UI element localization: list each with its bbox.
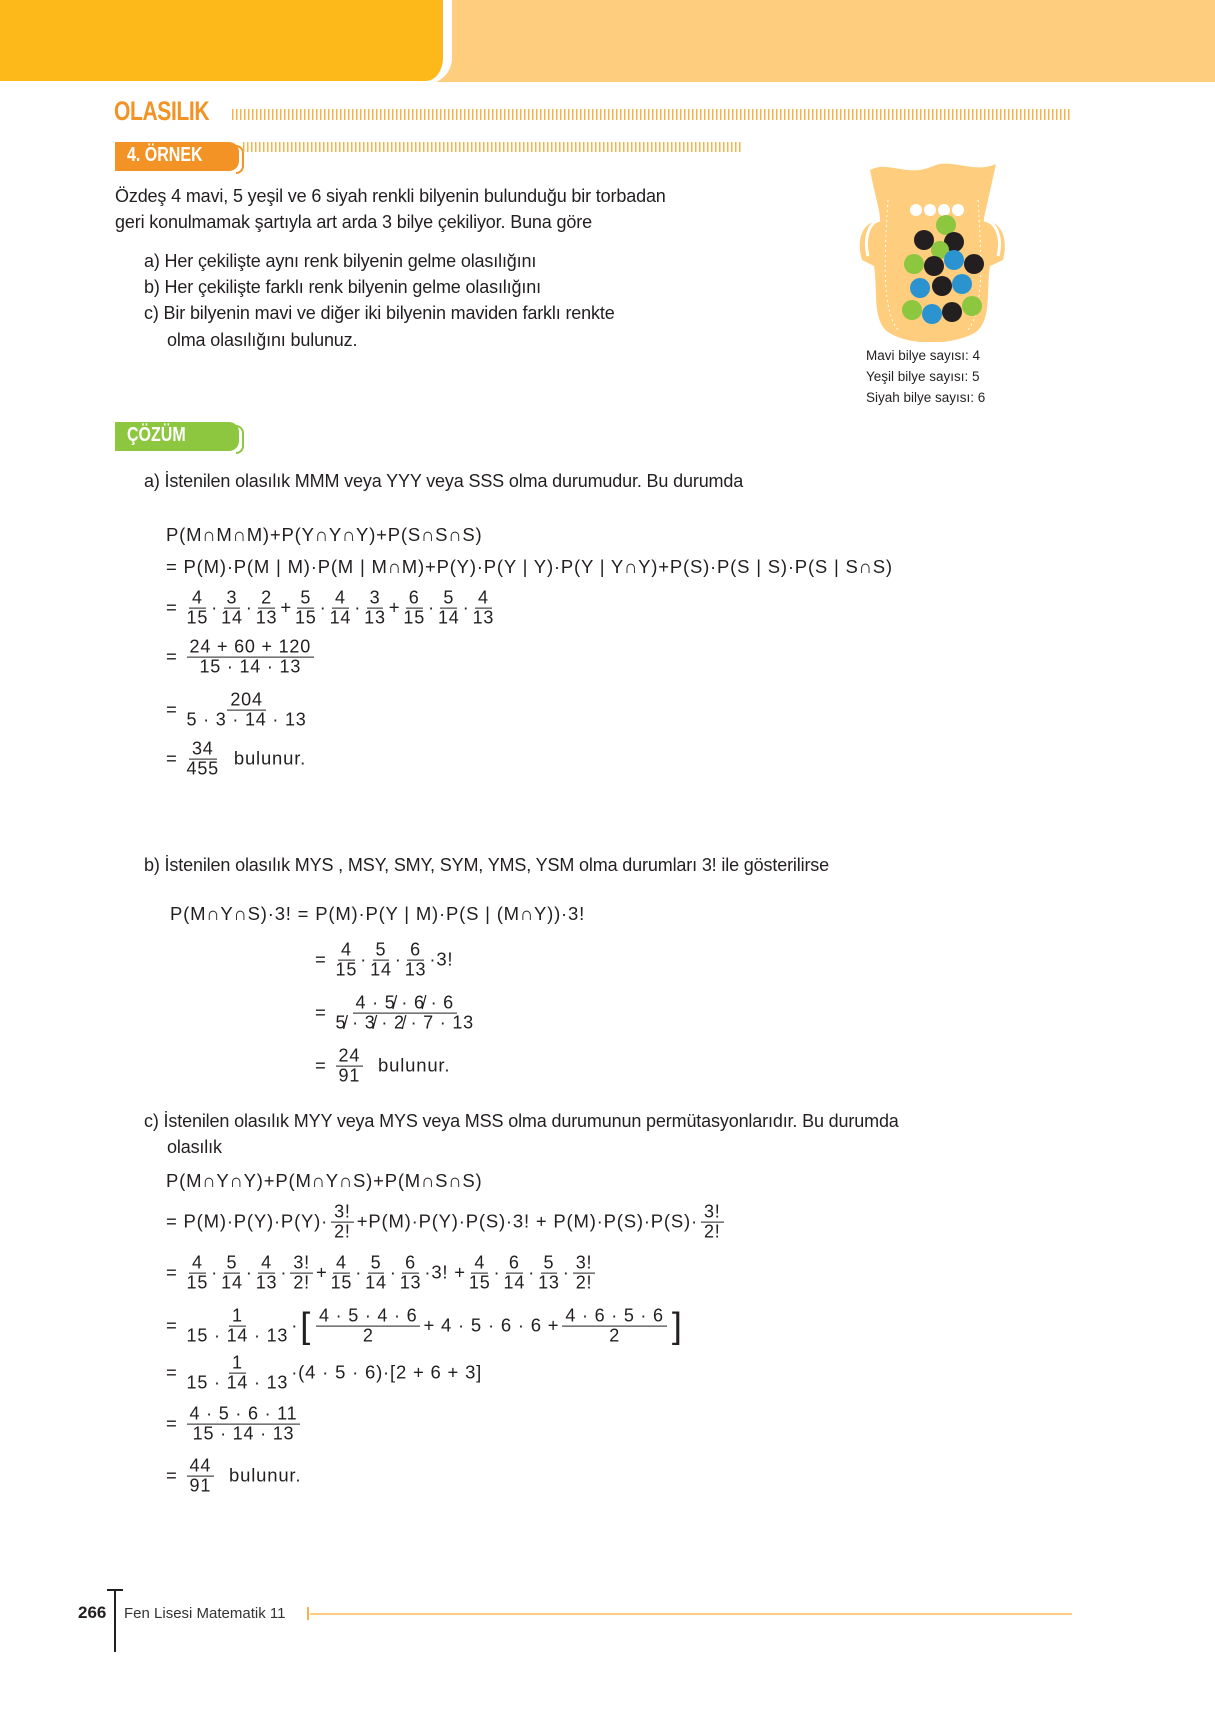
numerator: 1 <box>229 1307 246 1327</box>
fraction <box>469 1254 491 1293</box>
fraction <box>187 740 219 779</box>
fraction <box>187 1405 301 1444</box>
numerator: 4 <box>333 1254 350 1274</box>
math-text: = <box>166 748 184 769</box>
fraction <box>295 589 317 628</box>
math-line <box>166 1457 301 1496</box>
numerator: 4 <box>471 1254 488 1274</box>
numerator: 6 <box>407 941 424 961</box>
fraction <box>562 1307 666 1346</box>
denominator: 14 <box>437 607 460 628</box>
math-text: = <box>166 646 184 667</box>
math-text: · <box>394 949 402 970</box>
numerator: 3! <box>701 1203 724 1223</box>
fraction <box>256 589 278 628</box>
fraction <box>573 1254 596 1293</box>
math-text: bulunur. <box>221 748 307 769</box>
math-text: ·3! <box>429 949 454 970</box>
problem-item-a: a) Her çekilişte aynı renk bilyenin gelme olasılığını <box>144 251 537 271</box>
math-text: · <box>428 597 435 618</box>
denominator: 15 <box>186 607 209 628</box>
denominator: 14 <box>221 607 243 628</box>
fraction <box>504 1254 526 1293</box>
fraction <box>187 638 315 677</box>
denominator: 15 · 14 · 13 <box>186 1325 289 1346</box>
fraction <box>221 1254 243 1293</box>
math-text: · <box>354 597 362 618</box>
denominator: 14 <box>365 1272 387 1293</box>
numerator: 4 · 5 · 4 · 6 <box>316 1307 420 1327</box>
denominator: 15 · 14 · 13 <box>192 1423 295 1444</box>
solution-b-intro: b) İstenilen olasılık MYS , MSY, SMY, SYM, YMS, YSM olma durumları 3! ile gösterilirse <box>144 855 830 875</box>
math-text: = <box>315 1055 333 1076</box>
fraction <box>701 1203 724 1242</box>
denominator: 15 <box>186 1272 209 1293</box>
math-line <box>166 1354 482 1393</box>
denominator: 2! <box>334 1221 351 1242</box>
math-text: +P(M)·P(Y)·P(S)·3! + P(M)·P(S)·P(S)· <box>356 1211 698 1232</box>
footer-line <box>310 1613 1072 1615</box>
numerator: 2 <box>258 589 275 609</box>
math-text: P(M∩Y∩S)·3! = P(M)·P(Y | M)·P(S | (M∩Y))·3! <box>170 903 586 924</box>
fraction <box>403 589 425 628</box>
math-text: = <box>315 1002 333 1023</box>
solution-c-intro: c) İstenilen olasılık MYY veya MYS veya MSS olma durumunun permütasyonlarıdır. Bu durumda <box>144 1111 899 1131</box>
math-text: = <box>166 1362 184 1383</box>
numerator: 1 <box>229 1354 246 1374</box>
fraction <box>187 589 209 628</box>
math-line <box>166 556 893 578</box>
marble-jar-illustration <box>858 160 1008 342</box>
math-line <box>166 524 482 546</box>
denominator: 13 <box>399 1272 422 1293</box>
section-title: OLASILIK <box>114 96 210 126</box>
denominator: 13 <box>472 607 495 628</box>
numerator: 34 <box>189 740 217 760</box>
denominator: 15 <box>468 1272 491 1293</box>
denominator: 455 <box>186 758 219 779</box>
numerator: 204 <box>227 691 265 711</box>
fraction <box>187 1457 215 1496</box>
denominator: 13 <box>364 607 386 628</box>
denominator: 91 <box>189 1475 212 1496</box>
numerator: 5 <box>373 941 390 961</box>
math-text: · <box>360 949 368 970</box>
math-text: ·(4 · 5 · 6)·[2 + 6 + 3] <box>291 1362 483 1383</box>
denominator: 13 <box>404 959 427 980</box>
math-text: = <box>166 1465 184 1486</box>
fraction <box>187 691 307 730</box>
math-text: · <box>355 1262 363 1283</box>
fraction <box>330 589 352 628</box>
denominator: 2! <box>703 1221 721 1242</box>
fraction <box>187 1354 289 1393</box>
fraction <box>438 589 460 628</box>
math-line <box>166 1405 303 1444</box>
fraction <box>473 589 495 628</box>
fraction <box>290 1254 313 1293</box>
fraction <box>187 1254 209 1293</box>
numerator: 4 <box>189 589 206 609</box>
denominator: 15 <box>403 607 426 628</box>
numerator: 4 <box>338 941 355 961</box>
math-text: · <box>211 1262 219 1283</box>
math-text: = P(M)·P(M | M)·P(M | M∩M)+P(Y)·P(Y | Y)·P(Y | Y∩Y)+P(S)·P(S | S)·P(S | S∩S) <box>166 556 893 577</box>
math-text: · <box>493 1262 501 1283</box>
math-line <box>166 589 497 628</box>
denominator: 15 <box>294 607 317 628</box>
denominator: 2 <box>609 1325 621 1346</box>
math-text: bulunur. <box>366 1055 451 1076</box>
numerator: 5 <box>297 589 314 609</box>
math-text: ·3! + <box>424 1262 466 1283</box>
fraction <box>331 1254 353 1293</box>
numerator: 3! <box>573 1254 596 1274</box>
numerator: 4 · 6 · 5 · 6 <box>562 1307 666 1327</box>
solution-a-intro: a) İstenilen olasılık MMM veya YYY veya SSS olma durumudur. Bu durumda <box>144 471 744 491</box>
math-text: = <box>166 1413 184 1434</box>
fraction <box>405 941 427 980</box>
denominator: 14 <box>329 607 352 628</box>
denominator: 5 · 3 · 14 · 13 <box>186 709 307 730</box>
fraction <box>365 1254 387 1293</box>
fraction <box>221 589 243 628</box>
problem-line: Özdeş 4 mavi, 5 yeşil ve 6 siyah renkli bilyenin bulunduğu bir torbadan <box>115 186 666 206</box>
numerator: 6 <box>406 589 423 609</box>
math-text: + <box>280 597 292 618</box>
numerator: 44 <box>187 1457 215 1477</box>
fraction <box>538 1254 560 1293</box>
numerator: 5 <box>368 1254 385 1274</box>
denominator: 2! <box>293 1272 310 1293</box>
math-text: · <box>245 1262 253 1283</box>
page-number: 266 <box>78 1603 107 1622</box>
math-text: + <box>315 1262 328 1283</box>
denominator: 14 <box>503 1272 526 1293</box>
numerator: 24 + 60 + 120 <box>187 638 315 658</box>
math-line <box>166 1254 598 1293</box>
problem-item-c: c) Bir bilyenin mavi ve diğer iki bilyenin maviden farklı renkte <box>144 303 615 323</box>
math-text: = <box>166 1262 184 1283</box>
header-band-dark <box>0 0 452 84</box>
caption-black-count: Siyah bilye sayısı: 6 <box>866 390 986 405</box>
fraction <box>316 1307 420 1346</box>
problem-item-c-cont: olma olasılığını bulunuz. <box>167 330 358 350</box>
denominator: 14 <box>370 959 392 980</box>
math-line <box>166 638 317 677</box>
math-line <box>315 1047 450 1086</box>
math-text: = P(M)·P(Y)·P(Y)· <box>166 1211 329 1232</box>
math-text: + <box>388 597 401 618</box>
denominator: 13 <box>538 1272 560 1293</box>
denominator: 2 <box>362 1325 374 1346</box>
fraction <box>336 1047 364 1086</box>
denominator: 5̸ · 3̸ · 2̸ · 7 · 13 <box>335 1012 474 1033</box>
fraction <box>336 941 358 980</box>
denominator: 14 <box>221 1272 243 1293</box>
math-line <box>166 1307 685 1346</box>
math-text: · <box>319 597 327 618</box>
math-line <box>166 691 310 730</box>
math-text: = <box>166 1315 184 1336</box>
example-divider <box>243 142 743 152</box>
math-text: = <box>166 699 184 720</box>
caption-blue-count: Mavi bilye sayısı: 4 <box>866 348 981 363</box>
footer-line-cap <box>307 1607 309 1620</box>
book-title: Fen Lisesi Matematik 11 <box>124 1605 286 1622</box>
math-text: P(M∩M∩M)+P(Y∩Y∩Y)+P(S∩S∩S) <box>166 524 483 545</box>
problem-line: geri konulmamak şartıyla art arda 3 bilye çekiliyor. Buna göre <box>115 212 592 232</box>
bracket: [ <box>300 1305 311 1346</box>
numerator: 4 <box>189 1254 206 1274</box>
math-text: · <box>245 597 253 618</box>
solution-c-intro-cont: olasılık <box>167 1137 222 1157</box>
solution-badge: ÇÖZÜM <box>115 422 239 451</box>
numerator: 6 <box>402 1254 419 1274</box>
math-text: · <box>389 1262 397 1283</box>
fraction <box>336 994 474 1033</box>
fraction <box>256 1254 278 1293</box>
math-text: = <box>315 949 333 970</box>
caption-green-count: Yeşil bilye sayısı: 5 <box>866 369 980 384</box>
denominator: 15 · 14 · 13 <box>199 656 302 677</box>
math-text: = <box>166 597 184 618</box>
denominator: 15 <box>335 959 358 980</box>
numerator: 5 <box>541 1254 558 1274</box>
math-text: P(M∩Y∩Y)+P(M∩Y∩S)+P(M∩S∩S) <box>166 1170 483 1191</box>
math-line <box>166 740 306 779</box>
math-text: · <box>211 597 219 618</box>
math-line <box>170 903 585 925</box>
math-text: · <box>562 1262 570 1283</box>
numerator: 6 <box>506 1254 523 1274</box>
problem-item-b: b) Her çekilişte farklı renk bilyenin gelme olasılığını <box>144 277 541 297</box>
fraction <box>187 1307 289 1346</box>
math-text: bulunur. <box>217 1465 302 1486</box>
numerator: 3 <box>367 589 384 609</box>
fraction <box>364 589 386 628</box>
math-text: · <box>528 1262 536 1283</box>
denominator: 2! <box>575 1272 593 1293</box>
math-text: · <box>462 597 470 618</box>
math-text: + 4 · 5 · 6 · 6 + <box>423 1315 560 1336</box>
denominator: 15 <box>330 1272 353 1293</box>
math-line <box>315 994 477 1033</box>
denominator: 91 <box>338 1065 361 1086</box>
numerator: 4 <box>475 589 492 609</box>
fraction <box>400 1254 422 1293</box>
numerator: 5 <box>440 589 457 609</box>
example-badge: 4. ÖRNEK <box>115 142 239 171</box>
math-line <box>315 941 453 980</box>
numerator: 3 <box>224 589 241 609</box>
denominator: 13 <box>255 607 278 628</box>
fraction <box>370 941 392 980</box>
footer-rule <box>114 1589 116 1652</box>
math-text: · <box>280 1262 288 1283</box>
title-divider <box>232 109 1072 120</box>
numerator: 4 <box>258 1254 275 1274</box>
numerator: 3! <box>331 1203 354 1223</box>
bracket: ] <box>671 1305 683 1346</box>
numerator: 3! <box>290 1254 313 1274</box>
math-text: · <box>291 1315 299 1336</box>
numerator: 5 <box>224 1254 241 1274</box>
fraction <box>331 1203 354 1242</box>
numerator: 24 <box>336 1047 364 1067</box>
denominator: 13 <box>255 1272 278 1293</box>
math-line <box>166 1203 727 1242</box>
numerator: 4 · 5̸ · 6̸ · 6 <box>353 994 457 1014</box>
denominator: 15 · 14 · 13 <box>186 1372 289 1393</box>
numerator: 4 · 5 · 6 · 11 <box>187 1405 301 1425</box>
numerator: 4 <box>332 589 349 609</box>
math-line <box>166 1170 482 1192</box>
